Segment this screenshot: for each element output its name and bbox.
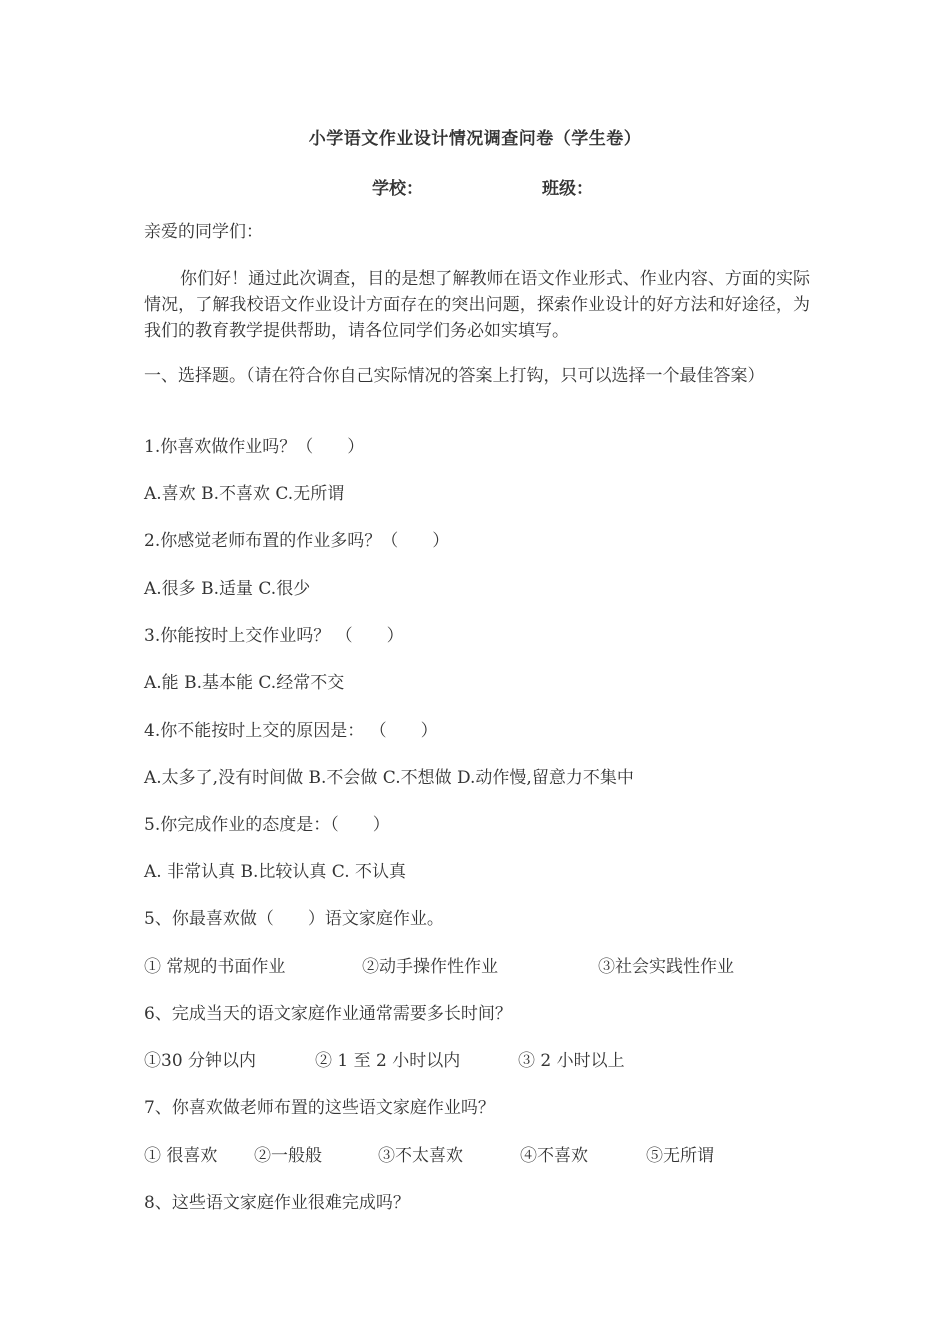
option: ①30 分钟以内 [144,1051,257,1071]
answer-options-4: A.太多了,没有时间做 B.不会做 C.不想做 D.动作慢,留意力不集中 [144,768,634,788]
answer-options-5: A. 非常认真 B.比较认真 C. 不认真 [144,862,406,882]
option: ① 很喜欢 [144,1146,218,1166]
question-2: 2.你感觉老师布置的作业多吗？（ ） [144,531,450,551]
option: ②动手操作性作业 [362,957,498,977]
option: ③不太喜欢 [378,1146,463,1166]
question-7: 7、你喜欢做老师布置的这些语文家庭作业吗？ [144,1098,495,1118]
option: ⑤无所谓 [646,1146,714,1166]
question-4: 4.你不能按时上交的原因是： （ ） [144,721,438,741]
section-heading: 一、选择题。（请在符合你自己实际情况的答案上打钩，只可以选择一个最佳答案） [144,366,765,386]
answer-options-1: A.喜欢 B.不喜欢 C.无所谓 [144,484,345,504]
answer-options-3: A.能 B.基本能 C.经常不交 [144,673,345,693]
question-6: 6、完成当天的语文家庭作业通常需要多长时间？ [144,1004,512,1024]
school-class-row [372,174,593,199]
school-label: 学校： [372,179,423,199]
question-3: 3.你能按时上交作业吗？ （ ） [144,626,404,646]
intro-paragraph: 你们好！通过此次调查，目的是想了解教师在语文作业形式、作业内容、方面的实际情况，了解我校语文作业设计方面存在的突出问题，探索作业设计的好方法和好途径，为我们的教育教学提供帮助，请各位同学们务必如实填写。 [144,269,810,341]
option: ③社会实践性作业 [598,957,734,977]
class-label: 班级： [542,179,593,199]
page-title: 小学语文作业设计情况调查问卷（学生卷） [308,129,642,149]
option: ②一般般 [254,1146,322,1166]
option: ② 1 至 2 小时以内 [315,1051,461,1071]
greeting: 亲爱的同学们： [144,222,263,242]
question-5: 5.你完成作业的态度是：（ ） [144,815,390,835]
question-5b: 5、你最喜欢做（ ）语文家庭作业。 [144,909,444,929]
question-8: 8、这些语文家庭作业很难完成吗？ [144,1193,410,1213]
option: ③ 2 小时以上 [518,1051,625,1071]
option: ④不喜欢 [520,1146,588,1166]
option: ① 常规的书面作业 [144,957,286,977]
answer-options-2: A.很多 B.适量 C.很少 [144,579,311,599]
question-1: 1.你喜欢做作业吗？（ ） [144,437,365,457]
